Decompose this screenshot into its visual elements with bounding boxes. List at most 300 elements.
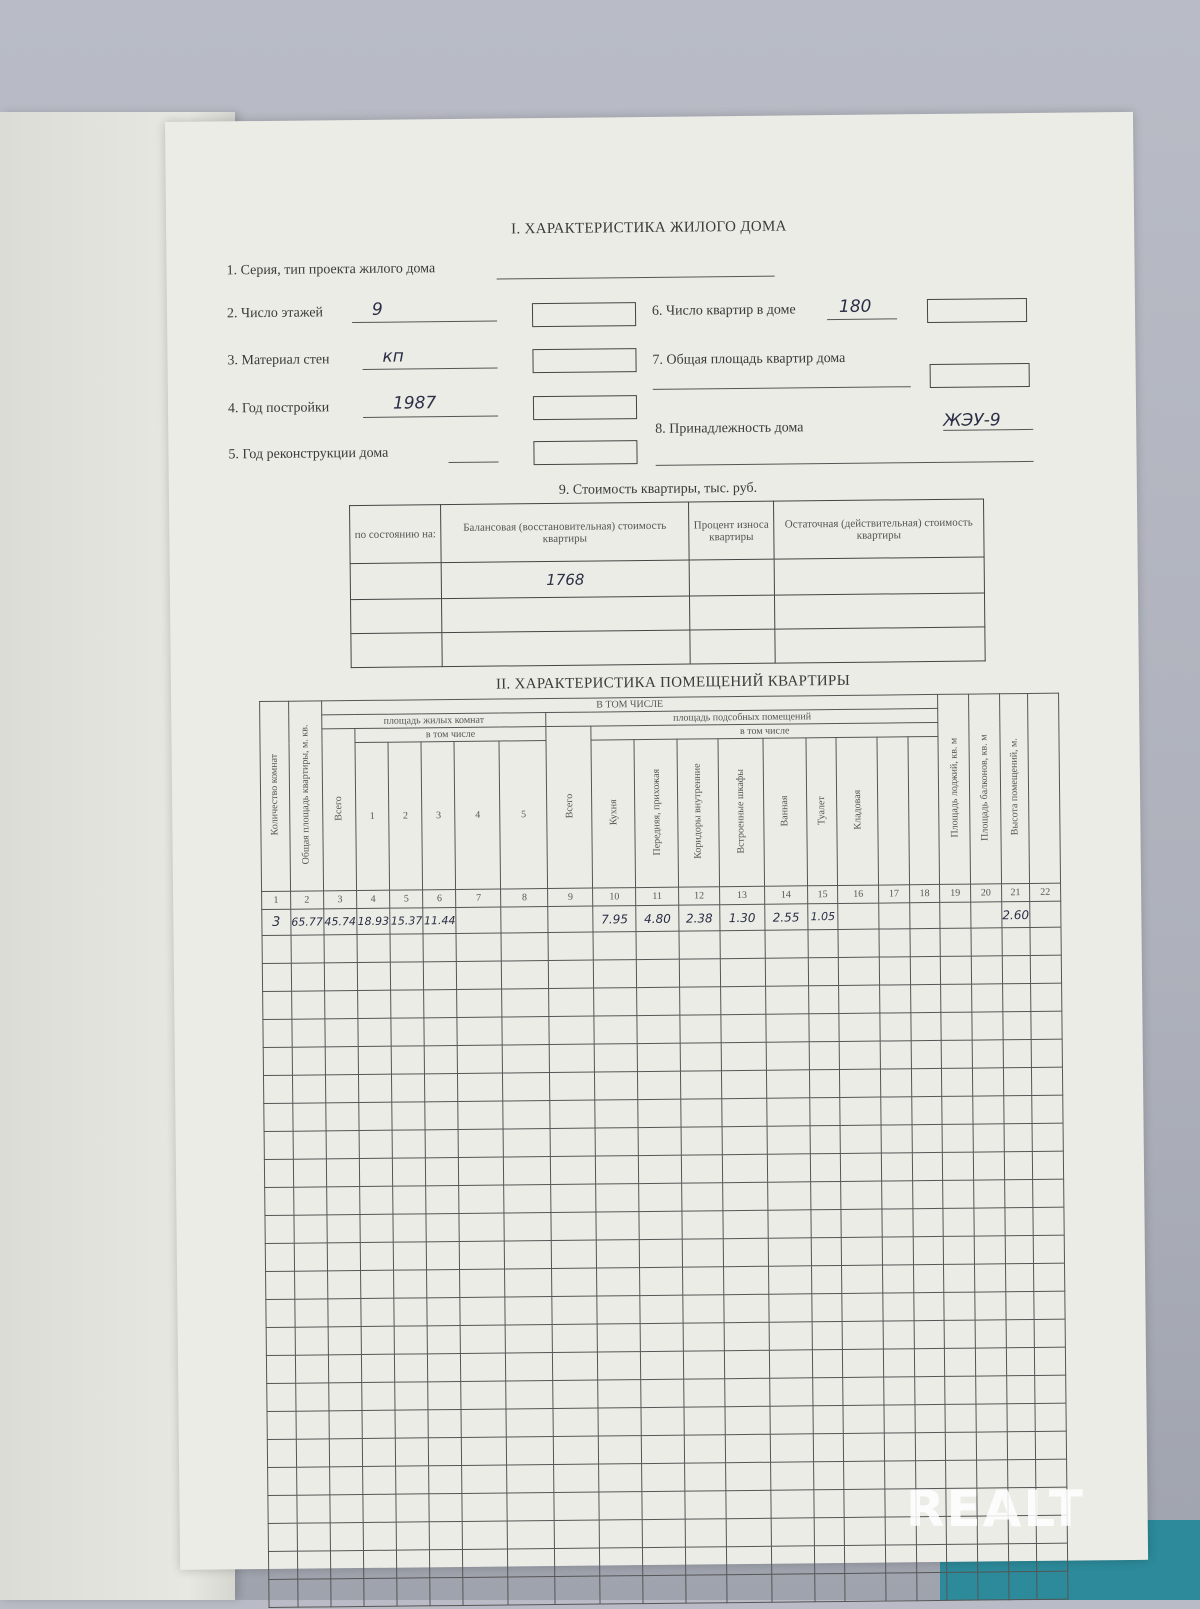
cell — [296, 1411, 329, 1439]
cell — [1006, 1347, 1035, 1375]
cell — [722, 1098, 767, 1126]
cell — [641, 1351, 684, 1379]
cell — [594, 1044, 637, 1072]
cell — [971, 928, 1002, 956]
cell — [839, 957, 880, 985]
column-number: 14 — [764, 886, 807, 904]
cell — [549, 1016, 594, 1044]
cell — [812, 1349, 843, 1377]
field-walls-label: 3. Материал стен — [227, 352, 330, 369]
cell — [1032, 1151, 1063, 1179]
cell — [394, 1298, 427, 1326]
cell-rooms: 3 — [262, 909, 291, 935]
cell — [679, 959, 720, 987]
cell — [686, 1575, 727, 1603]
cell — [838, 929, 879, 957]
cell — [809, 1041, 840, 1069]
cell — [1004, 1151, 1033, 1179]
cell — [683, 1295, 724, 1323]
cell — [941, 984, 972, 1012]
cell — [326, 1103, 359, 1131]
cell — [549, 988, 594, 1016]
cell — [882, 1181, 913, 1209]
cell — [359, 1130, 392, 1158]
col-header-r3: 3 — [421, 742, 456, 890]
col-header-bath: Ванная — [763, 738, 807, 886]
cell — [1030, 955, 1061, 983]
header-aux-sub: в том числе — [591, 722, 938, 740]
cell — [1033, 1235, 1064, 1263]
cell — [462, 1437, 507, 1465]
cell — [427, 1297, 460, 1325]
cell — [1034, 1319, 1065, 1347]
field-total-area-label: 7. Общая площадь квартир дома — [652, 350, 846, 368]
field-year-box — [533, 395, 637, 420]
cell — [326, 1131, 359, 1159]
cell — [947, 1544, 978, 1572]
cell — [684, 1435, 725, 1463]
cell — [395, 1354, 428, 1382]
cell — [390, 934, 423, 962]
cell — [328, 1383, 361, 1411]
header-in-total: В ТОМ ЧИСЛЕ — [321, 694, 938, 714]
cell — [293, 1187, 326, 1215]
cell — [1032, 1067, 1063, 1095]
col-header-total-area: Общая площадь квартиры, м. кв. — [288, 701, 323, 891]
cell — [845, 1573, 886, 1601]
section2-title: II. ХАРАКТЕРИСТИКА ПОМЕЩЕНИЙ КВАРТИРЫ — [495, 672, 851, 693]
cell — [684, 1407, 725, 1435]
cell — [768, 1238, 811, 1266]
cell — [683, 1267, 724, 1295]
cell — [505, 1241, 552, 1269]
cell — [392, 1074, 425, 1102]
cell — [268, 1467, 297, 1495]
cell — [879, 903, 910, 929]
cell — [552, 1296, 597, 1324]
cell — [296, 1467, 329, 1495]
cell — [505, 1297, 552, 1325]
cell — [809, 1069, 840, 1097]
cell — [1005, 1291, 1034, 1319]
cell-r1: 18.93 — [357, 908, 390, 934]
cell — [723, 1238, 768, 1266]
cell — [975, 1348, 1006, 1376]
cell — [976, 1432, 1007, 1460]
cell — [721, 1042, 766, 1070]
cell — [296, 1439, 329, 1467]
cell — [843, 1405, 884, 1433]
cell — [765, 986, 808, 1014]
cell — [844, 1433, 885, 1461]
cell — [551, 1212, 596, 1240]
cell — [914, 1320, 945, 1348]
cell — [324, 991, 357, 1019]
cell — [548, 906, 593, 932]
cell — [812, 1377, 843, 1405]
cell — [724, 1322, 769, 1350]
field-apartments-label: 6. Число квартир в доме — [651, 302, 796, 319]
cell — [726, 1490, 771, 1518]
cell — [972, 1068, 1003, 1096]
col-header-living-total: Всего — [322, 729, 357, 891]
cell — [683, 1323, 724, 1351]
cell — [424, 1017, 457, 1045]
field-floors-value: 9 — [371, 299, 383, 320]
cell — [883, 1265, 914, 1293]
cell — [844, 1489, 885, 1517]
cell — [725, 1434, 770, 1462]
cell — [1033, 1179, 1064, 1207]
cell — [456, 933, 501, 961]
watermark-logo: REALT — [906, 1480, 1086, 1538]
cell — [553, 1352, 598, 1380]
column-number: 12 — [679, 887, 720, 905]
cell — [291, 963, 324, 991]
cost-cell — [775, 627, 985, 663]
cell — [297, 1523, 330, 1551]
cell — [267, 1411, 296, 1439]
cell — [726, 1546, 771, 1574]
cell-hall: 4.80 — [636, 905, 679, 931]
cell — [324, 935, 357, 963]
cell — [364, 1578, 397, 1606]
cell — [945, 1404, 976, 1432]
cell — [549, 960, 594, 988]
cell — [1032, 1095, 1063, 1123]
cell — [457, 1017, 502, 1045]
cell — [1034, 1291, 1065, 1319]
cell — [879, 957, 910, 985]
cell — [268, 1495, 297, 1523]
cell — [882, 1237, 913, 1265]
cell — [975, 1320, 1006, 1348]
cell — [294, 1215, 327, 1243]
cost-cell — [442, 630, 690, 667]
cell — [943, 1152, 974, 1180]
cell — [721, 1014, 766, 1042]
cell — [429, 1493, 462, 1521]
cell — [638, 1099, 681, 1127]
cell — [844, 1461, 885, 1489]
cost-cell — [774, 557, 984, 595]
cell — [944, 1236, 975, 1264]
cell — [942, 1124, 973, 1152]
cell — [725, 1406, 770, 1434]
cell — [360, 1242, 393, 1270]
cell — [502, 989, 549, 1017]
cell — [1005, 1263, 1034, 1291]
cell — [767, 1098, 810, 1126]
cell — [842, 1321, 883, 1349]
cell — [359, 1158, 392, 1186]
cost-header-balance: Балансовая (восстановительная) стоимость квартиры — [441, 502, 690, 563]
cell — [976, 1404, 1007, 1432]
cell — [1003, 1067, 1032, 1095]
cell — [913, 1264, 944, 1292]
field-apartments-value: 180 — [838, 296, 872, 317]
cell — [973, 1124, 1004, 1152]
cell — [595, 1128, 638, 1156]
cell — [881, 1153, 912, 1181]
cell — [771, 1574, 814, 1602]
cell — [425, 1129, 458, 1157]
cell — [264, 1131, 293, 1159]
cell — [914, 1376, 945, 1404]
cell — [642, 1491, 685, 1519]
cell — [504, 1213, 551, 1241]
cell-r3: 11.44 — [423, 907, 456, 933]
column-number: 8 — [501, 889, 548, 907]
cell — [392, 1130, 425, 1158]
field-year-value: 1987 — [392, 393, 437, 414]
cell — [909, 902, 940, 928]
cell — [810, 1181, 841, 1209]
cell — [643, 1547, 686, 1575]
cell — [685, 1491, 726, 1519]
cell — [552, 1240, 597, 1268]
cost-cell — [442, 596, 690, 633]
cell — [363, 1466, 396, 1494]
cell — [265, 1187, 294, 1215]
cell — [599, 1520, 642, 1548]
cell — [972, 1012, 1003, 1040]
cell — [883, 1293, 914, 1321]
cell-toilet: 1.05 — [807, 903, 838, 929]
cell — [725, 1378, 770, 1406]
cell — [809, 1097, 840, 1125]
cell — [266, 1355, 295, 1383]
cell — [765, 930, 808, 958]
cell — [1006, 1375, 1035, 1403]
cost-header-residual: Остаточная (действительная) стоимость квартиры — [774, 499, 985, 559]
cell — [463, 1549, 508, 1577]
field-ownership-value: ЖЭУ-9 — [943, 410, 1001, 431]
cost-cell — [689, 559, 774, 596]
cell — [881, 1097, 912, 1125]
cell — [639, 1239, 682, 1267]
cell — [724, 1294, 769, 1322]
cell — [297, 1551, 330, 1579]
cell — [723, 1266, 768, 1294]
cell — [325, 1075, 358, 1103]
cell — [884, 1405, 915, 1433]
cell — [915, 1432, 946, 1460]
cell — [1037, 1543, 1068, 1571]
cell — [594, 988, 637, 1016]
cell — [504, 1157, 551, 1185]
cell — [684, 1379, 725, 1407]
cell — [357, 962, 390, 990]
field-reconstruction-label: 5. Год реконструкции дома — [228, 445, 389, 463]
cell — [1005, 1235, 1034, 1263]
cell-kitchen: 7.95 — [593, 906, 636, 932]
cell — [326, 1187, 359, 1215]
cell — [459, 1213, 504, 1241]
field-apartments-box — [927, 298, 1027, 323]
cell — [324, 963, 357, 991]
cell — [1004, 1207, 1033, 1235]
cell — [1007, 1431, 1036, 1459]
cell — [396, 1494, 429, 1522]
cell — [911, 1068, 942, 1096]
cell — [912, 1180, 943, 1208]
cell — [327, 1271, 360, 1299]
cell — [427, 1325, 460, 1353]
cell — [554, 1436, 599, 1464]
cell — [640, 1267, 683, 1295]
cell — [265, 1243, 294, 1271]
cell — [768, 1266, 811, 1294]
cell — [726, 1518, 771, 1546]
cell — [912, 1152, 943, 1180]
cell — [462, 1465, 507, 1493]
cell — [599, 1464, 642, 1492]
cell — [294, 1271, 327, 1299]
field-apartments-line — [827, 318, 897, 320]
cell — [911, 1040, 942, 1068]
cell — [1004, 1123, 1033, 1151]
cell — [424, 989, 457, 1017]
cell — [840, 1125, 881, 1153]
cell — [503, 1045, 550, 1073]
cell — [641, 1435, 684, 1463]
cell — [812, 1321, 843, 1349]
cell — [1035, 1431, 1066, 1459]
cell — [910, 984, 941, 1012]
cell — [808, 1013, 839, 1041]
cell — [461, 1325, 506, 1353]
cell — [550, 1128, 595, 1156]
cell — [329, 1467, 362, 1495]
cell — [294, 1243, 327, 1271]
cell — [328, 1355, 361, 1383]
cell — [942, 1096, 973, 1124]
field-floors-label: 2. Число этажей — [226, 305, 324, 322]
cell — [507, 1492, 554, 1520]
cell — [596, 1184, 639, 1212]
cell — [430, 1577, 463, 1605]
cell — [598, 1380, 641, 1408]
cell — [641, 1379, 684, 1407]
column-number: 13 — [719, 886, 764, 904]
cell — [264, 1159, 293, 1187]
cell — [913, 1236, 944, 1264]
column-number: 9 — [548, 888, 593, 906]
cell — [946, 1432, 977, 1460]
cell — [330, 1523, 363, 1551]
col-header-height: Высота помещений, м. — [999, 693, 1030, 883]
cell — [424, 1045, 457, 1073]
cell — [1030, 901, 1061, 927]
cell-bath: 2.55 — [764, 904, 807, 930]
column-number: 1 — [262, 891, 291, 909]
cell — [553, 1408, 598, 1436]
cell — [642, 1519, 685, 1547]
cell — [769, 1294, 812, 1322]
cell — [263, 991, 292, 1019]
cost-header-date: по состоянию на: — [350, 505, 442, 564]
cell — [642, 1463, 685, 1491]
cell — [358, 990, 391, 1018]
cell — [267, 1439, 296, 1467]
cell — [460, 1241, 505, 1269]
column-number: 5 — [390, 890, 423, 908]
cell — [363, 1494, 396, 1522]
cell — [392, 1158, 425, 1186]
cell — [845, 1545, 886, 1573]
field-total-area-line — [653, 386, 911, 390]
col-header-blank1 — [877, 737, 909, 885]
cell — [814, 1517, 845, 1545]
cell — [508, 1548, 555, 1576]
cell — [328, 1299, 361, 1327]
cell — [940, 902, 971, 928]
cell — [507, 1465, 554, 1493]
cell — [394, 1270, 427, 1298]
cell — [427, 1269, 460, 1297]
cell — [682, 1211, 723, 1239]
col-header-corridor: Коридоры внутренние — [677, 739, 719, 887]
cell — [972, 1040, 1003, 1068]
cell — [978, 1572, 1009, 1600]
cell — [593, 932, 636, 960]
cell — [945, 1348, 976, 1376]
col-header-r1: 1 — [355, 742, 390, 890]
field-walls-line — [363, 368, 498, 370]
field-series-label: 1. Серия, тип проекта жилого дома — [226, 261, 436, 279]
cell — [504, 1185, 551, 1213]
cell — [325, 1047, 358, 1075]
cell — [839, 1013, 880, 1041]
cell-height: 2.60 — [1001, 901, 1030, 927]
cell — [266, 1299, 295, 1327]
cell — [262, 935, 291, 963]
cell — [637, 1015, 680, 1043]
cell — [766, 1014, 809, 1042]
cell — [685, 1547, 726, 1575]
cell — [359, 1102, 392, 1130]
cell — [363, 1550, 396, 1578]
cell — [502, 961, 549, 989]
cell — [598, 1352, 641, 1380]
cell — [636, 931, 679, 959]
cell — [841, 1209, 882, 1237]
cell — [363, 1522, 396, 1550]
cell — [883, 1321, 914, 1349]
cell — [944, 1264, 975, 1292]
cell — [880, 985, 911, 1013]
cell — [811, 1209, 842, 1237]
cell — [639, 1211, 682, 1239]
field-ownership-line — [943, 429, 1033, 431]
cell — [329, 1439, 362, 1467]
col-header-storage: Кладовая — [836, 737, 878, 885]
column-number: 18 — [909, 884, 940, 902]
cell — [325, 1019, 358, 1047]
field-series-line — [497, 276, 775, 280]
cell — [361, 1298, 394, 1326]
cell — [396, 1466, 429, 1494]
cell — [393, 1186, 426, 1214]
cell — [720, 930, 765, 958]
cell — [428, 1381, 461, 1409]
field-walls-value: кп — [382, 346, 404, 367]
cell — [391, 1046, 424, 1074]
cell — [395, 1382, 428, 1410]
col-header-r4: 4 — [454, 741, 500, 889]
cell — [680, 1015, 721, 1043]
